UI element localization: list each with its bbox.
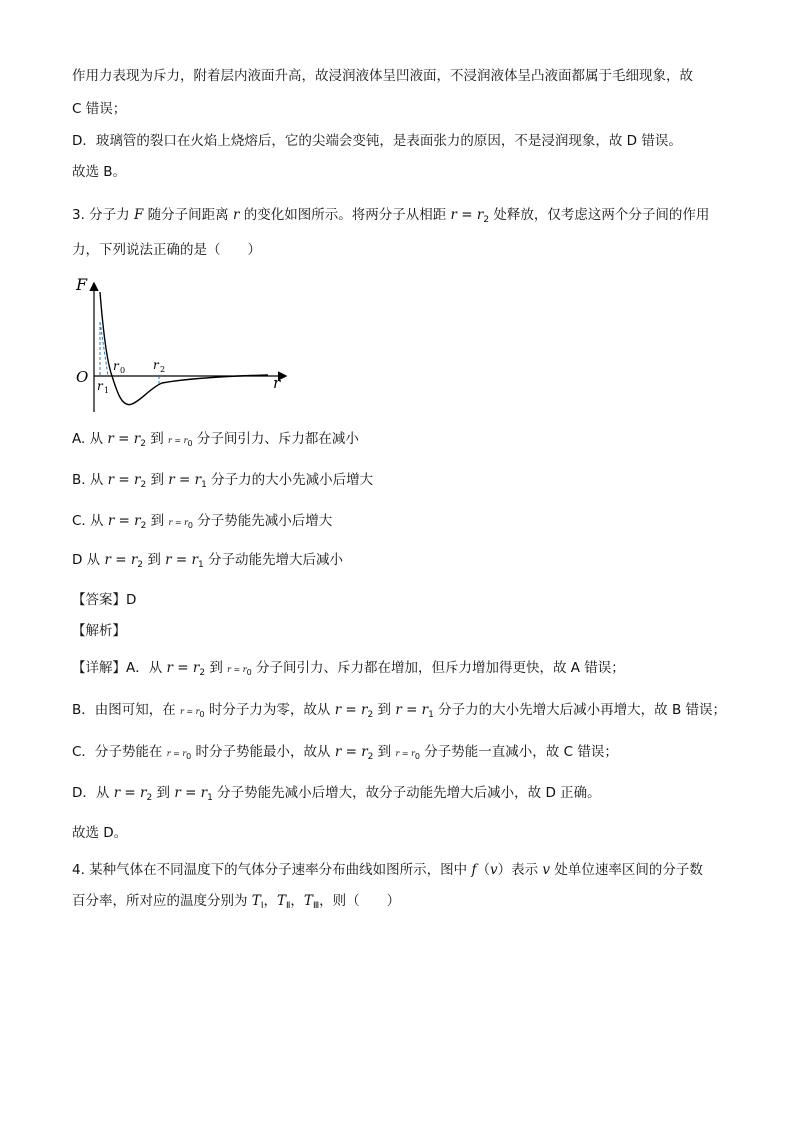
math-sub: 1 (207, 793, 213, 803)
answer-label: 【答案】 (72, 592, 126, 608)
math-sub: 2 (140, 521, 147, 531)
text: ，则（ ） (319, 893, 401, 909)
analysis-label: 【解析】 (72, 623, 126, 639)
label-r0-sub: 0 (120, 366, 126, 375)
math-eq: r = r (395, 702, 429, 718)
math-eq: r = r (166, 749, 187, 758)
math-sub: Ⅰ (260, 901, 264, 911)
text: C. 从 (72, 513, 108, 529)
math-sub: 0 (199, 710, 205, 719)
text: D．从 (72, 785, 114, 801)
math-eq: r = r (166, 660, 200, 676)
math-F: F (133, 207, 144, 223)
math-sub: 1 (428, 710, 434, 720)
text: 【详解】A．从 (72, 660, 167, 676)
text: 4. 某种气体在不同温度下的气体分子速率分布曲线如图所示，图中 (72, 862, 472, 878)
text: ， (263, 893, 277, 909)
label-r2-sub: 2 (160, 365, 166, 374)
math-sub: 1 (197, 560, 204, 570)
text: 分子间引力、斥力都在增加，但斥力增加得更快，故 A 错误； (251, 660, 625, 676)
math-sub: 0 (187, 439, 193, 448)
text: 到 (373, 702, 396, 718)
math-eq: r = r (334, 702, 368, 718)
text-line: 故选 B。 (72, 164, 127, 180)
label-r0: r (113, 359, 119, 373)
math-sub: 2 (146, 793, 153, 803)
math-sub: 0 (186, 752, 192, 761)
force-distance-graph (70, 270, 300, 420)
text: 到 (145, 431, 169, 447)
text: 到 (146, 513, 169, 529)
label-r1: r (97, 379, 103, 393)
math-eq: r = r (113, 785, 147, 801)
choose-D: 故选 D。 (72, 825, 128, 841)
label-O: O (76, 368, 89, 386)
math-eq: r = r (165, 552, 198, 568)
question-4-stem-cont (72, 891, 400, 916)
text: 到 (205, 660, 228, 676)
text: 百分率，所对应的温度分别为 (72, 893, 252, 909)
math-T: T (276, 893, 286, 909)
text: 随分子间距离 (143, 207, 233, 223)
math-eq: r = r (334, 744, 368, 760)
text: 分子力的大小先增大后减小再增大，故 B 错误； (433, 702, 727, 718)
option-C (72, 511, 332, 536)
answer-line (72, 590, 136, 610)
text: 的变化如图所示。将两分子从相距 (239, 207, 451, 223)
math-v: v (489, 862, 498, 878)
detail-C (72, 742, 618, 767)
text: 分子势能一直减小，故 C 错误； (420, 744, 618, 760)
math-sub: 2 (483, 215, 490, 225)
math-eq: r = r (104, 552, 138, 568)
text-line: C 错误； (72, 101, 127, 117)
text: （ (476, 862, 490, 878)
question-3-stem-cont: 力，下列说法正确的是（ ） (72, 242, 261, 258)
label-r2: r (153, 358, 159, 372)
math-v: v (542, 862, 551, 878)
text: 分子动能先增大后减小 (203, 552, 343, 568)
text: 分子力的大小先减小后增大 (206, 472, 374, 488)
math-sub: 2 (367, 752, 374, 762)
math-eq: r = r (107, 472, 141, 488)
option-D (72, 550, 343, 575)
text: 处单位速率区间的分子数 (550, 862, 703, 878)
question-3-stem (72, 205, 709, 230)
text: B. 从 (72, 472, 108, 488)
text: ）表示 (497, 862, 543, 878)
math-f: f (471, 862, 477, 878)
text: 到 (143, 552, 166, 568)
text: 到 (373, 744, 396, 760)
detail-D (72, 783, 601, 808)
text: ， (290, 893, 304, 909)
math-sub: 0 (414, 752, 421, 761)
detail-A (72, 658, 625, 683)
math-eq: r = r (107, 513, 141, 529)
math-eq: r = r (168, 472, 202, 488)
label-r-axis: r (273, 374, 281, 392)
math-eq: r = r (227, 665, 247, 674)
math-eq: r = r (180, 707, 200, 716)
math-sub: Ⅲ (312, 901, 320, 911)
text: C．分子势能在 (72, 744, 167, 760)
math-eq: r = r (168, 518, 188, 527)
math-sub: 0 (246, 668, 252, 677)
math-eq: r = r (450, 207, 484, 223)
option-A (72, 429, 359, 454)
text: 到 (146, 472, 169, 488)
text: 时分子势能最小，故从 (191, 744, 335, 760)
text: 分子间引力、斥力都在减小 (192, 431, 359, 447)
math-T: T (251, 893, 261, 909)
answer-value: D (126, 592, 137, 608)
math-eq: r = r (395, 749, 415, 758)
math-r: r (232, 207, 240, 223)
math-sub: 2 (137, 560, 144, 570)
math-sub: 2 (140, 480, 147, 490)
math-sub: Ⅱ (285, 901, 291, 911)
text: D 从 (72, 552, 105, 568)
label-F: F (76, 275, 88, 294)
text: B．由图可知，在 (72, 702, 181, 718)
question-4-stem (72, 860, 703, 880)
math-sub: 2 (140, 439, 146, 449)
option-B (72, 470, 373, 495)
text-line: 作用力表现为斥力，附着层内液面升高，故浸润液体呈凹液面，不浸润液体呈凸液面都属于毛细现象，故 (72, 68, 693, 84)
math-sub: 2 (367, 710, 374, 720)
math-eq: r = r (168, 436, 188, 445)
text: 分子势能先减小后增大，故分子动能先增大后减小，故 D 正确。 (212, 785, 601, 801)
text-line: D．玻璃管的裂口在火焰上烧熔后，它的尖端会变钝，是表面张力的原因，不是浸润现象，故 D 错误。 (72, 133, 682, 149)
math-sub: 0 (187, 521, 193, 530)
text: 时分子力为零，故从 (204, 702, 335, 718)
force-curve (100, 292, 268, 405)
math-T: T (303, 893, 313, 909)
math-sub: 1 (201, 480, 207, 490)
text: A. 从 (72, 431, 108, 447)
text: 分子势能先减小后增大 (192, 513, 333, 529)
math-eq: r = r (107, 431, 141, 447)
label-r1-sub: 1 (104, 386, 110, 395)
text: 3. 分子力 (72, 207, 134, 223)
math-eq: r = r (174, 785, 208, 801)
math-sub: 2 (199, 668, 206, 678)
text: 到 (152, 785, 175, 801)
detail-B (72, 700, 726, 725)
text: 处释放，仅考虑这两个分子间的作用 (489, 207, 710, 223)
